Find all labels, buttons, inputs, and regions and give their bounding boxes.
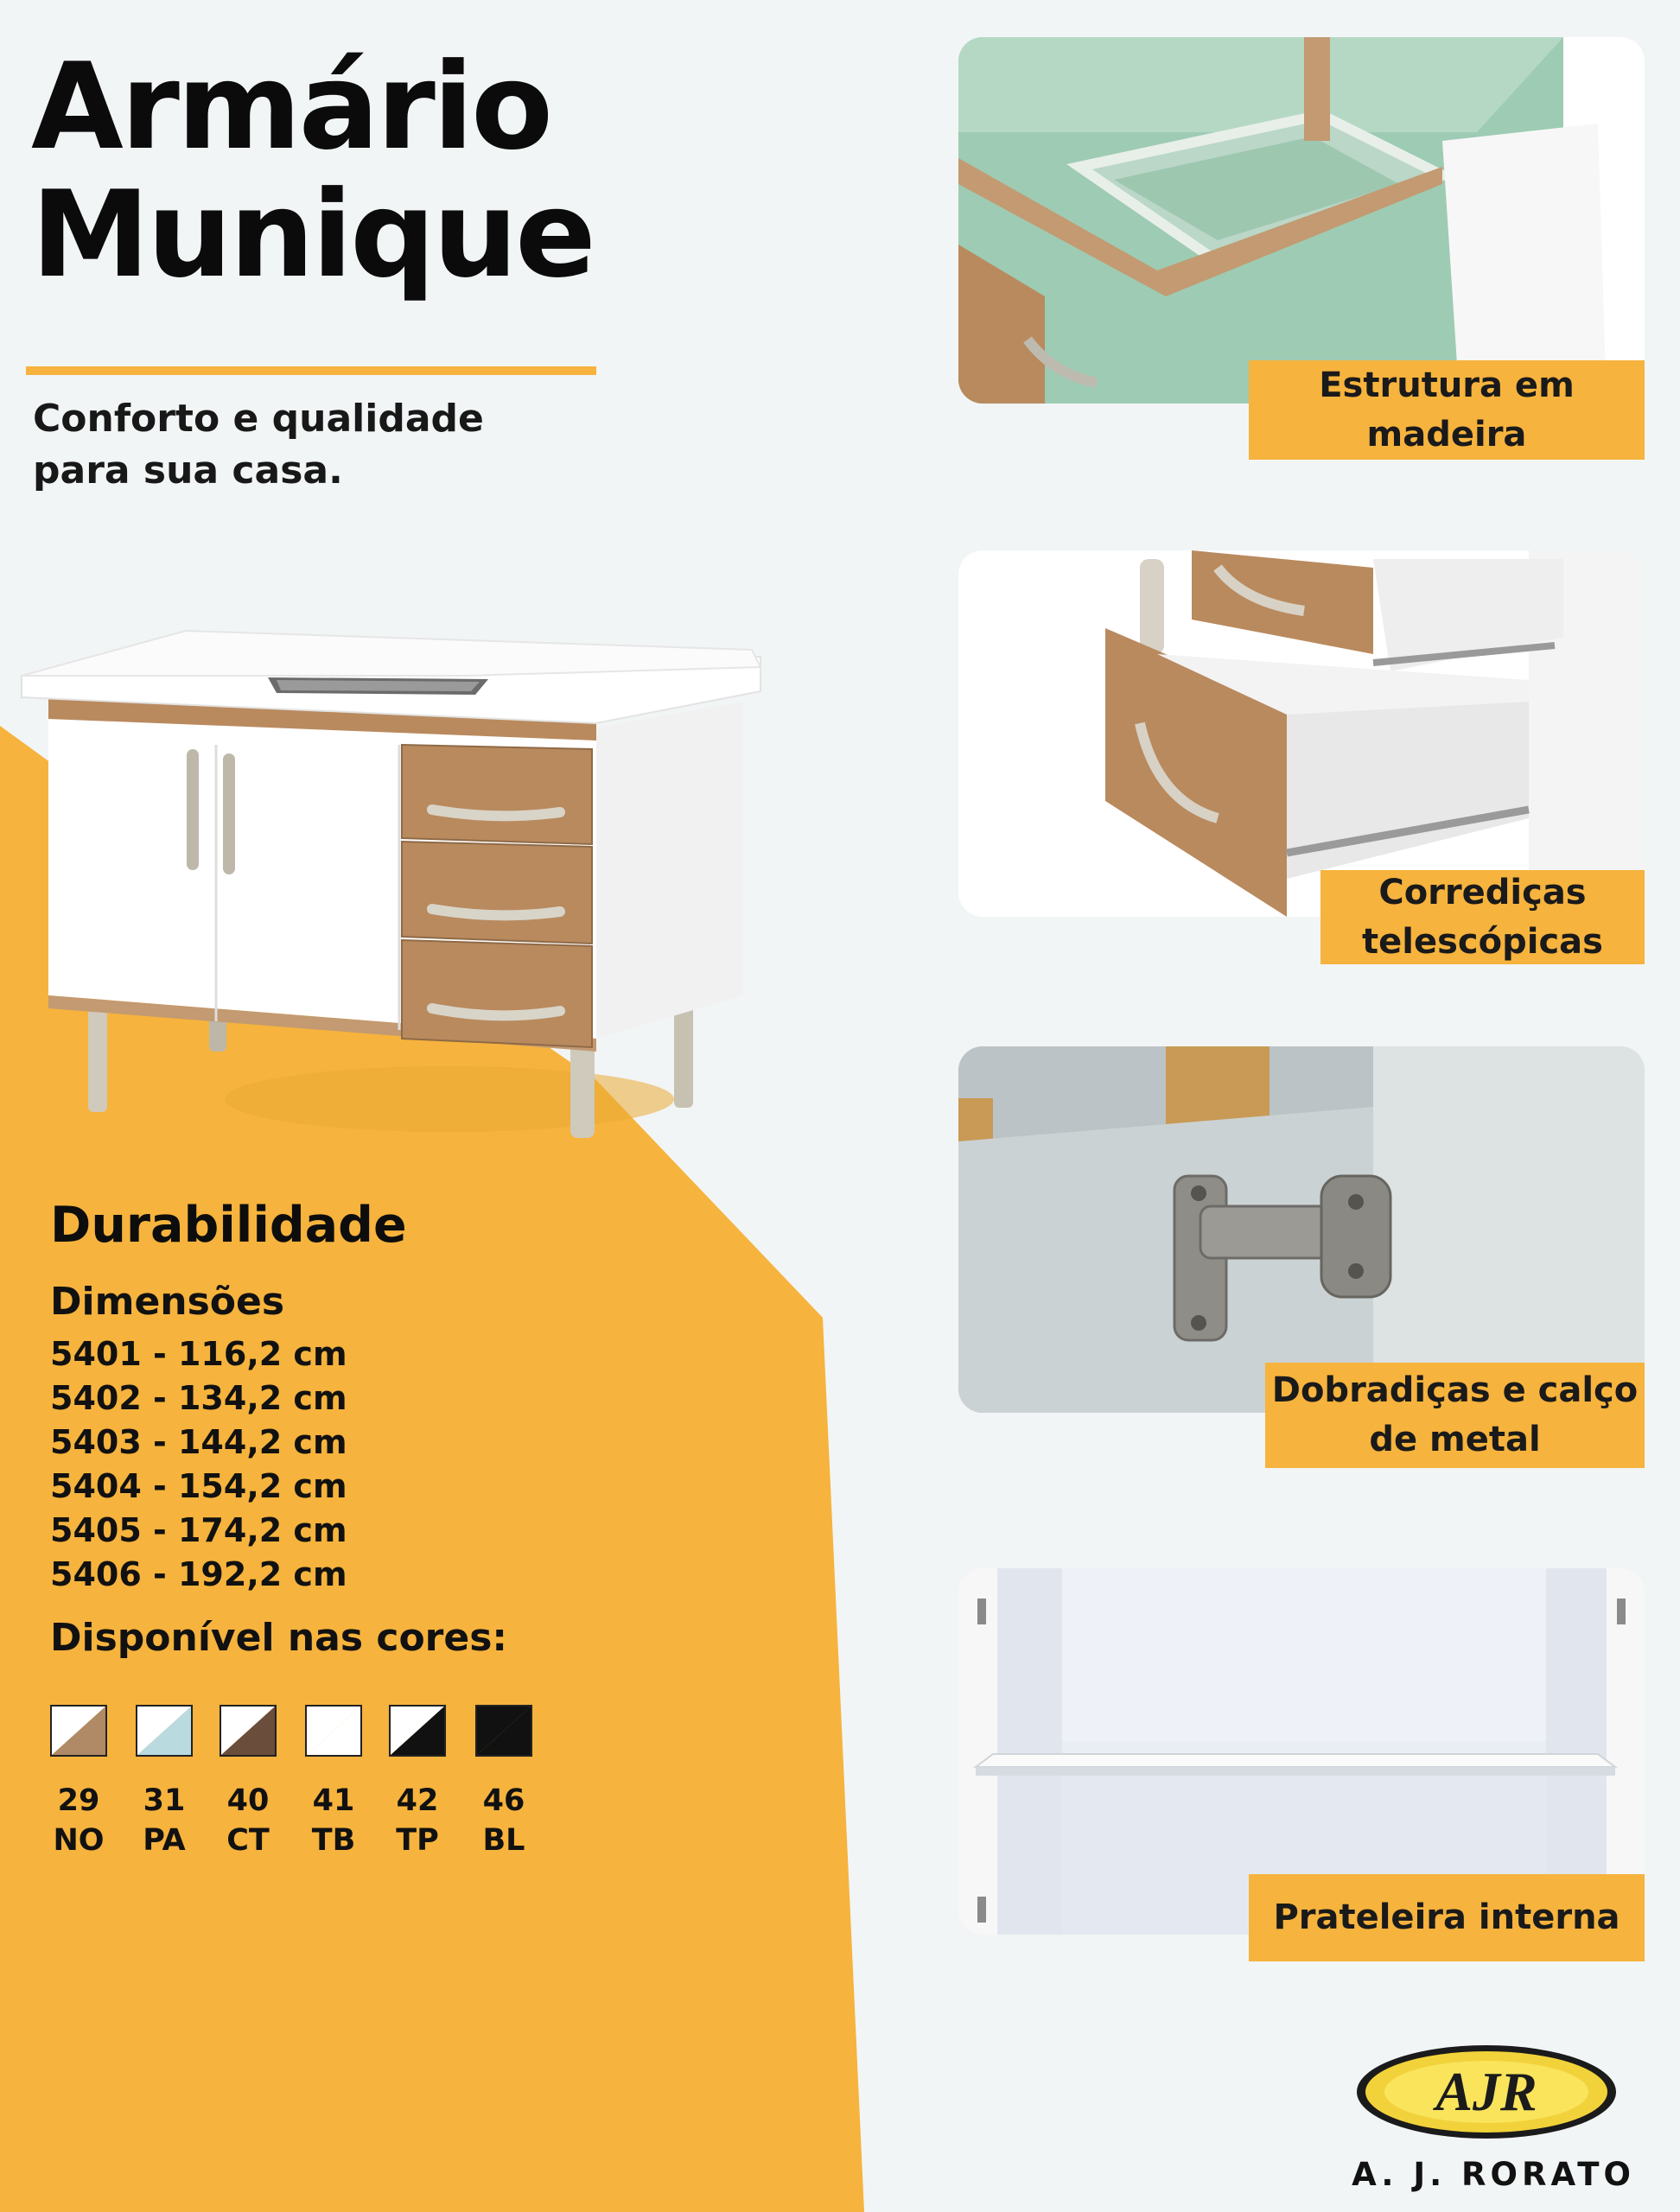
page-title: [31, 37, 594, 304]
dimension-item: 5403 - 144,2 cm: [50, 1423, 347, 1461]
color-code-bl: [465, 1781, 543, 1860]
subtitle: Conforto e qualidade para sua casa.: [33, 397, 484, 493]
color-abbrev: TB: [311, 1823, 356, 1858]
color-code-pa: [125, 1781, 203, 1860]
label-line: Prateleira interna: [1273, 1897, 1620, 1937]
color-swatch-tp: [389, 1705, 446, 1757]
label-line: Corrediças: [1378, 872, 1587, 912]
color-number: 29: [57, 1783, 100, 1818]
feature-card-wood-structure: [958, 37, 1645, 404]
label-line: telescópicas: [1362, 921, 1603, 962]
color-code-tb: [295, 1781, 372, 1860]
color-abbrev: CT: [226, 1823, 270, 1858]
metal-hinge-photo: [958, 1046, 1645, 1413]
title-line-2: Munique: [31, 165, 594, 304]
dimension-item: 5402 - 134,2 cm: [50, 1379, 347, 1417]
color-number: 42: [396, 1783, 439, 1818]
colors-heading: Disponível nas cores:: [50, 1616, 508, 1660]
label-line: Dobradiças e calço: [1271, 1370, 1639, 1410]
dimension-item: 5404 - 154,2 cm: [50, 1467, 347, 1505]
feature-label-internal-shelf: [1249, 1874, 1645, 1961]
dimension-item: 5405 - 174,2 cm: [50, 1511, 347, 1549]
label-line: de metal: [1369, 1420, 1541, 1459]
feature-card-telescopic-slides: [958, 550, 1645, 917]
color-code-tp: [379, 1781, 456, 1860]
info-block: [50, 1197, 525, 1858]
feature-label-metal-hinge: [1265, 1363, 1645, 1468]
color-code-ct: [209, 1781, 287, 1860]
cabinet-product-image: [17, 615, 769, 1203]
telescopic-slides-photo: [958, 550, 1645, 917]
feature-label-telescopic-slides: [1320, 870, 1645, 964]
color-abbrev: BL: [482, 1823, 525, 1858]
title-underline: [26, 366, 596, 375]
color-swatch-bl: [475, 1705, 532, 1757]
color-number: 31: [143, 1783, 186, 1818]
logo-text: AJR: [1435, 2061, 1537, 2122]
color-number: 40: [226, 1783, 270, 1818]
color-abbrev: TP: [396, 1823, 439, 1858]
color-swatch-ct: [220, 1705, 277, 1757]
brand-name: A. J. RORATO: [1352, 2156, 1635, 2193]
color-code-no: [40, 1781, 118, 1860]
color-swatch-no: [50, 1705, 107, 1757]
label-line: Estrutura em: [1319, 365, 1575, 405]
wood-structure-photo: [958, 37, 1645, 404]
feature-label-wood-structure: [1249, 360, 1645, 460]
color-swatch-pa: [136, 1705, 193, 1757]
color-number: 41: [312, 1783, 355, 1818]
title-line-1: Armário: [31, 37, 550, 176]
color-number: 46: [482, 1783, 525, 1818]
color-abbrev: NO: [53, 1823, 105, 1858]
dimensions-list: [50, 1332, 507, 1597]
brand-logo: [1348, 2041, 1625, 2143]
color-abbrev: PA: [143, 1823, 186, 1858]
color-swatches: [50, 1705, 569, 1878]
dimensions-heading: Dimensões: [50, 1280, 285, 1324]
color-swatch-tb: [305, 1705, 362, 1757]
durability-heading: Durabilidade: [50, 1197, 407, 1254]
dimension-item: 5401 - 116,2 cm: [50, 1335, 347, 1373]
dimension-item: 5406 - 192,2 cm: [50, 1555, 347, 1593]
feature-card-metal-hinge: [958, 1046, 1645, 1413]
label-line: madeira: [1366, 414, 1527, 454]
